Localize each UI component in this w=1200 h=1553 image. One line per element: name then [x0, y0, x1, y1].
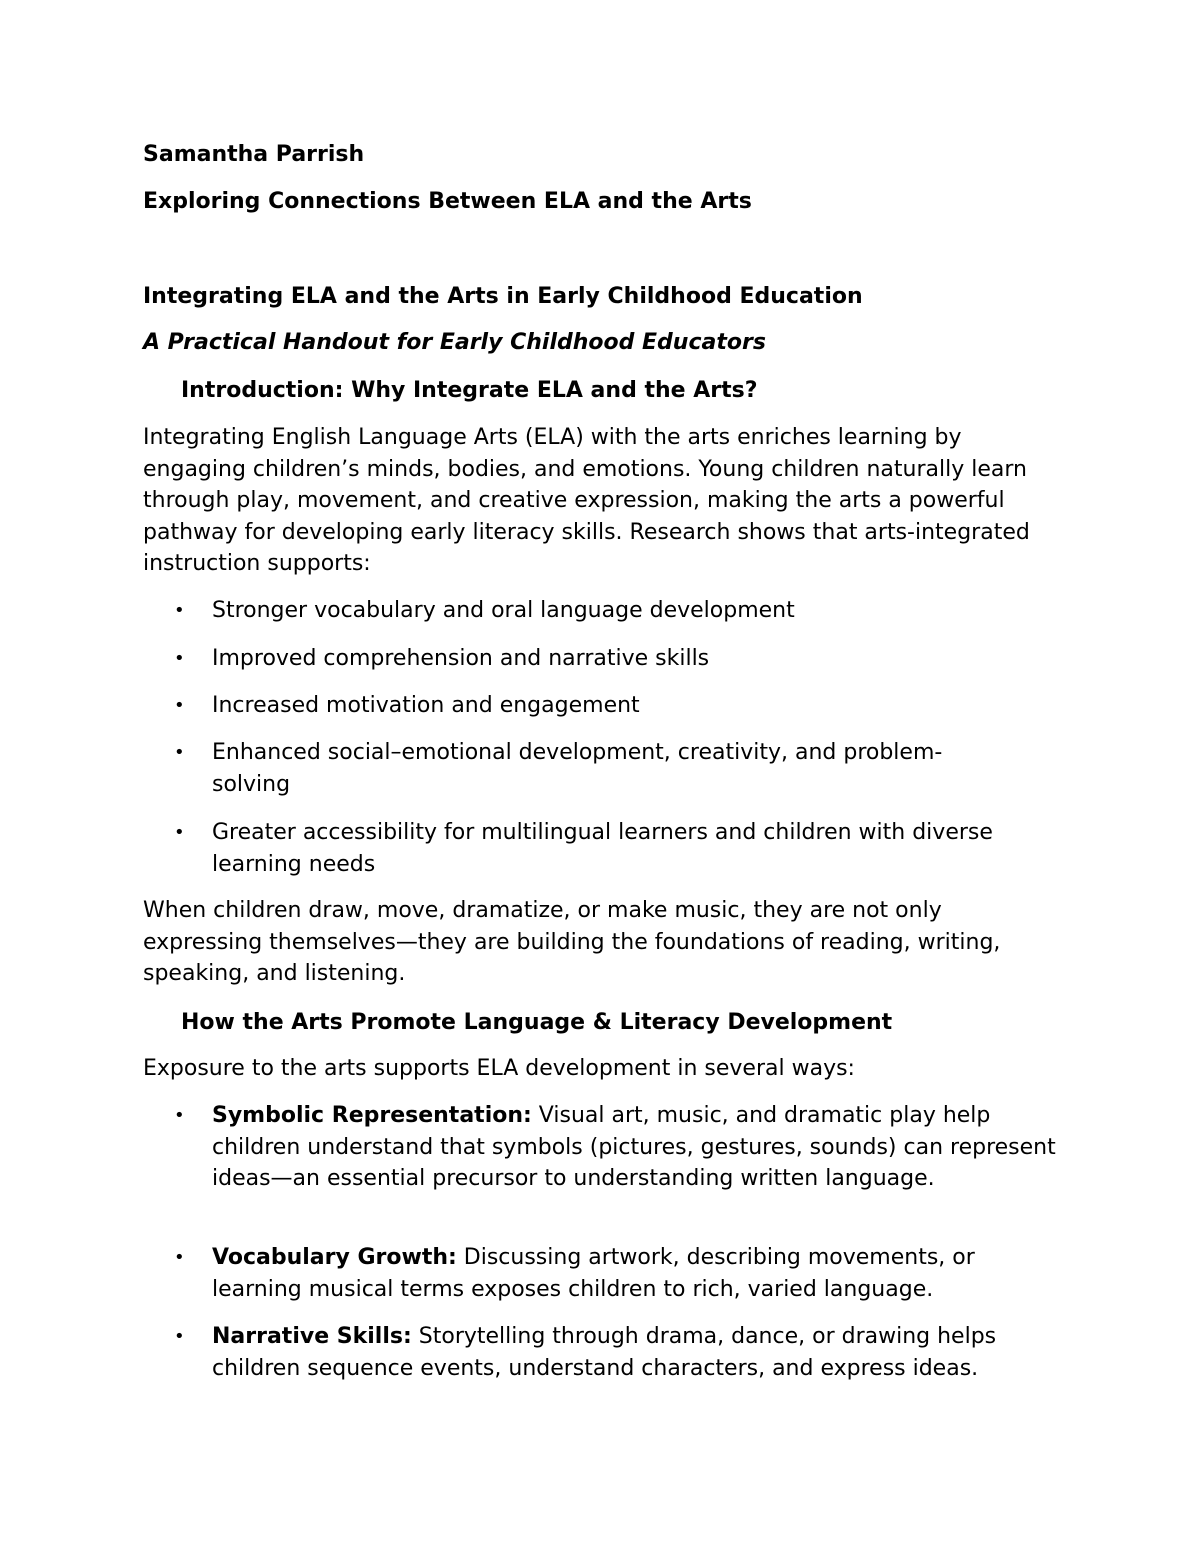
- intro-closing-paragraph: When children draw, move, dramatize, or make music, they are not only expressing themselves—they are building the foundations of reading, writing, speaking, and listening.: [143, 898, 1001, 986]
- bullet-icon: •: [174, 600, 185, 621]
- course-title: Exploring Connections Between ELA and the Arts: [143, 189, 752, 214]
- list-item: [143, 595, 1063, 627]
- promote-lead: Exposure to the arts supports ELA development in several ways:: [143, 1056, 855, 1081]
- list-item: [143, 643, 1063, 675]
- document-subtitle: A Practical Handout for Early Childhood Educators: [143, 330, 766, 355]
- bullet-icon: •: [174, 1247, 185, 1268]
- bullet-icon: •: [174, 695, 185, 716]
- intro-paragraph: Integrating English Language Arts (ELA) with the arts enriches learning by engaging children’s minds, bodies, and emotions. Young children naturally learn through play, movement, and creative expression, making the arts a powerful pathway for developing early literacy skills. Research shows that arts-integrated instruction supports:: [143, 425, 1030, 576]
- document-title: Integrating ELA and the Arts in Early Childhood Education: [143, 284, 863, 309]
- list-item-text: Improved comprehension and narrative skills: [212, 646, 710, 671]
- list-item-text: Greater accessibility for multilingual learners and children with diverse learning needs: [212, 820, 993, 877]
- list-item-text: Increased motivation and engagement: [212, 693, 640, 718]
- list-item-text: Enhanced social–emotional development, creativity, and problem-solving: [212, 740, 943, 797]
- bullet-icon: •: [174, 822, 185, 843]
- list-item: [143, 737, 1012, 800]
- list-item: [143, 817, 1063, 880]
- bullet-icon: •: [174, 1326, 185, 1347]
- list-item-text: Stronger vocabulary and oral language development: [212, 598, 795, 623]
- list-item-text: Discussing artwork, describing movements, or learning musical terms exposes children to rich, varied language.: [212, 1245, 975, 1302]
- list-item-term: Narrative Skills:: [212, 1324, 412, 1349]
- list-item-term: Symbolic Representation:: [212, 1103, 532, 1128]
- intro-heading: Introduction: Why Integrate ELA and the Arts?: [181, 378, 758, 403]
- bullet-icon: •: [174, 742, 185, 763]
- author-name: Samantha Parrish: [143, 142, 365, 167]
- list-item: [143, 1321, 1063, 1384]
- list-item: [143, 1100, 1063, 1195]
- bullet-icon: •: [174, 648, 185, 669]
- list-item-text: Storytelling through drama, dance, or drawing helps children sequence events, understand characters, and express ideas.: [212, 1324, 997, 1381]
- promote-heading: How the Arts Promote Language & Literacy Development: [181, 1010, 893, 1035]
- bullet-icon: •: [174, 1105, 185, 1126]
- list-item: [143, 1242, 1063, 1305]
- list-item: [143, 690, 1063, 722]
- list-item-term: Vocabulary Growth:: [212, 1245, 457, 1270]
- list-item-text: Visual art, music, and dramatic play help children understand that symbols (pictures, gestures, sounds) can represent ideas—an essential precursor to understanding written language.: [212, 1103, 1056, 1191]
